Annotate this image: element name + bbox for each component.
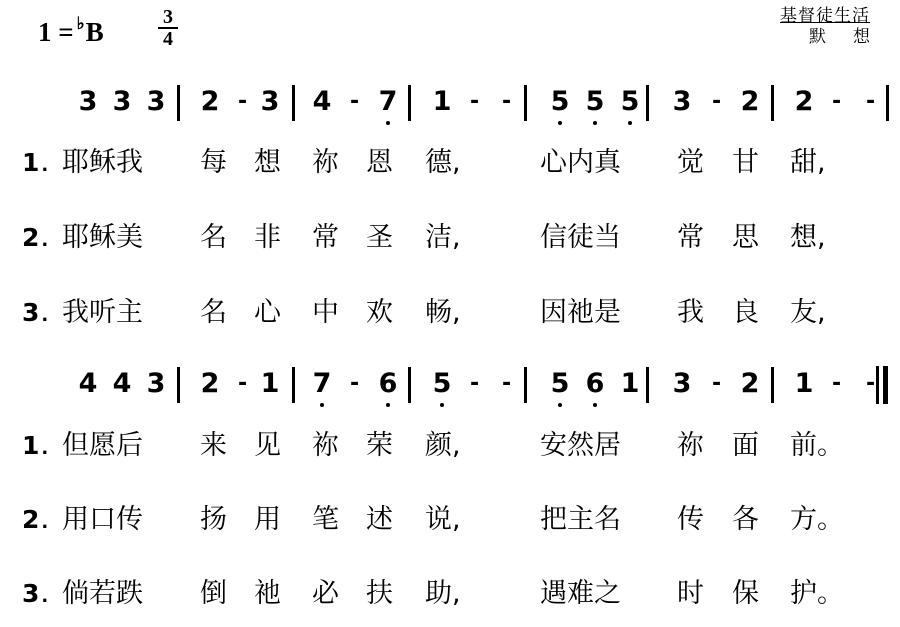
verse-number-digit: 1 bbox=[22, 148, 40, 177]
sys2-note: 4 bbox=[112, 368, 132, 399]
lyric-word: 扬 bbox=[200, 504, 227, 535]
lyric-word: 倘若跌 bbox=[62, 578, 143, 609]
lyric-word: 护。 bbox=[790, 578, 844, 609]
time-top: 3 bbox=[163, 6, 173, 28]
verse-number-digit: 2 bbox=[22, 223, 40, 252]
sys2-note: 3 bbox=[146, 368, 166, 399]
lyric-word: 恩 bbox=[366, 147, 393, 178]
lyric-word: 助, bbox=[425, 578, 461, 609]
lyric-word: 遇难之 bbox=[540, 578, 621, 609]
lyric-word: 思 bbox=[732, 222, 759, 253]
barline bbox=[177, 367, 180, 403]
lyric-word: 倒 bbox=[200, 578, 227, 609]
lyric-word: 各 bbox=[732, 504, 759, 535]
lyric-word: 信徒当 bbox=[540, 222, 621, 253]
sys2-note: 2 bbox=[740, 368, 760, 399]
lyric-word: 但愿后 bbox=[62, 430, 143, 461]
lyric-word: 必 bbox=[312, 578, 339, 609]
lyric-word: 心内真 bbox=[540, 147, 621, 178]
lyric-word: 安然居 bbox=[540, 430, 621, 461]
lyric-word: 祢 bbox=[677, 430, 704, 461]
lyric-word: 耶稣我 bbox=[62, 147, 143, 178]
barline bbox=[177, 85, 180, 121]
lyric-word: 因祂是 bbox=[540, 297, 621, 328]
verse-number-dot: . bbox=[41, 586, 49, 607]
sys2-dash: - bbox=[350, 371, 360, 396]
lyric-word: 保 bbox=[732, 578, 759, 609]
lyric-word: 我 bbox=[677, 297, 704, 328]
sys1-note: 3 bbox=[112, 86, 132, 117]
sys2-note: 6 bbox=[378, 366, 398, 402]
lyric-word: 祢 bbox=[312, 147, 339, 178]
lyric-word: 洁, bbox=[425, 222, 461, 253]
lyric-word: 德, bbox=[425, 147, 461, 178]
lyric-word: 见 bbox=[254, 430, 281, 461]
lyric-word: 甘 bbox=[732, 147, 759, 178]
lyric-word: 把主名 bbox=[540, 504, 621, 535]
lyric-word: 畅, bbox=[425, 297, 461, 328]
final-barline-thin bbox=[876, 366, 879, 404]
barline bbox=[771, 367, 774, 403]
lyric-word: 心 bbox=[254, 297, 281, 328]
sys1-dash: - bbox=[832, 89, 842, 114]
barline bbox=[292, 367, 295, 403]
time-bottom: 4 bbox=[163, 28, 173, 50]
verse-number-digit: 1 bbox=[22, 431, 40, 460]
final-barline-thick bbox=[883, 366, 888, 404]
time-signature bbox=[158, 8, 178, 48]
key-note: B bbox=[85, 17, 104, 47]
lyric-word: 笔 bbox=[312, 504, 339, 535]
verse-number bbox=[22, 429, 48, 466]
lyric-word: 用 bbox=[254, 504, 281, 535]
sys1-note: 1 bbox=[432, 86, 452, 117]
sys1-note: 5 bbox=[585, 84, 605, 120]
sys1-note: 5 bbox=[620, 84, 640, 120]
sys2-dash: - bbox=[866, 371, 876, 396]
verse-number-dot: . bbox=[41, 230, 49, 251]
lyric-word: 耶稣美 bbox=[62, 222, 143, 253]
sys2-note: 1 bbox=[794, 368, 814, 399]
lyric-word: 中 bbox=[312, 297, 339, 328]
sys1-note: 2 bbox=[200, 86, 220, 117]
sys2-dash: - bbox=[238, 371, 248, 396]
key-signature bbox=[38, 14, 104, 48]
barline bbox=[524, 367, 527, 403]
flat-sign: ♭ bbox=[76, 14, 85, 33]
sys2-dash: - bbox=[832, 371, 842, 396]
sys2-dash: - bbox=[712, 371, 722, 396]
lyric-word: 良 bbox=[732, 297, 759, 328]
sys1-dash: - bbox=[350, 89, 360, 114]
lyric-word: 觉 bbox=[677, 147, 704, 178]
credit-source: 基督徒生活 bbox=[780, 6, 870, 26]
sys2-note: 5 bbox=[550, 366, 570, 402]
lyric-word: 我听主 bbox=[62, 297, 143, 328]
sys1-dash: - bbox=[866, 89, 876, 114]
credit-author: 默想 bbox=[809, 27, 897, 47]
lyric-word: 名 bbox=[200, 297, 227, 328]
sys2-note: 3 bbox=[672, 368, 692, 399]
sys1-dash: - bbox=[238, 89, 248, 114]
lyric-word: 来 bbox=[200, 430, 227, 461]
barline bbox=[408, 367, 411, 403]
verse-number bbox=[22, 146, 48, 183]
lyric-word: 前。 bbox=[790, 430, 844, 461]
sys1-dash: - bbox=[470, 89, 480, 114]
sys1-note: 3 bbox=[260, 86, 280, 117]
lyric-word: 时 bbox=[677, 578, 704, 609]
lyric-word: 常 bbox=[312, 222, 339, 253]
sys2-note: 1 bbox=[260, 368, 280, 399]
verse-number-dot: . bbox=[41, 512, 49, 533]
lyric-word: 祂 bbox=[254, 578, 281, 609]
sys2-note: 4 bbox=[78, 368, 98, 399]
lyric-word: 欢 bbox=[366, 297, 393, 328]
barline bbox=[524, 85, 527, 121]
lyric-word: 说, bbox=[425, 504, 461, 535]
lyric-word: 荣 bbox=[366, 430, 393, 461]
sys2-note: 5 bbox=[432, 366, 452, 402]
sys2-note: 2 bbox=[200, 368, 220, 399]
sys1-note: 2 bbox=[740, 86, 760, 117]
sys2-note: 7 bbox=[312, 366, 332, 402]
sys1-dash: - bbox=[712, 89, 722, 114]
barline bbox=[292, 85, 295, 121]
sys2-note: 6 bbox=[585, 366, 605, 402]
lyric-word: 友, bbox=[790, 297, 826, 328]
verse-number-dot: . bbox=[41, 438, 49, 459]
key-prefix: 1 = bbox=[38, 17, 74, 47]
sys1-note: 3 bbox=[672, 86, 692, 117]
lyric-word: 想 bbox=[254, 147, 281, 178]
lyric-word: 每 bbox=[200, 147, 227, 178]
sys1-note: 3 bbox=[146, 86, 166, 117]
verse-number bbox=[22, 577, 48, 614]
credit bbox=[780, 6, 897, 48]
barline bbox=[886, 85, 889, 121]
barline bbox=[408, 85, 411, 121]
lyric-word: 传 bbox=[677, 504, 704, 535]
verse-number-digit: 2 bbox=[22, 505, 40, 534]
verse-number bbox=[22, 503, 48, 540]
sys1-note: 7 bbox=[378, 84, 398, 120]
barline bbox=[771, 85, 774, 121]
lyric-word: 颜, bbox=[425, 430, 461, 461]
verse-number bbox=[22, 296, 48, 333]
sys1-note: 4 bbox=[312, 86, 332, 117]
sys2-dash: - bbox=[470, 371, 480, 396]
sys1-note: 5 bbox=[550, 84, 570, 120]
lyric-word: 扶 bbox=[366, 578, 393, 609]
lyric-word: 祢 bbox=[312, 430, 339, 461]
lyric-word: 非 bbox=[254, 222, 281, 253]
sys2-note: 1 bbox=[620, 368, 640, 399]
lyric-word: 用口传 bbox=[62, 504, 143, 535]
sys1-dash: - bbox=[502, 89, 512, 114]
verse-number bbox=[22, 221, 48, 258]
lyric-word: 名 bbox=[200, 222, 227, 253]
verse-number-digit: 3 bbox=[22, 579, 40, 608]
sys2-dash: - bbox=[502, 371, 512, 396]
verse-number-dot: . bbox=[41, 155, 49, 176]
lyric-word: 方。 bbox=[790, 504, 844, 535]
lyric-word: 述 bbox=[366, 504, 393, 535]
sys1-note: 3 bbox=[78, 86, 98, 117]
verse-number-dot: . bbox=[41, 305, 49, 326]
lyric-word: 圣 bbox=[366, 222, 393, 253]
barline bbox=[646, 85, 649, 121]
barline bbox=[646, 367, 649, 403]
lyric-word: 甜, bbox=[790, 147, 826, 178]
sys1-note: 2 bbox=[794, 86, 814, 117]
verse-number-digit: 3 bbox=[22, 298, 40, 327]
lyric-word: 面 bbox=[732, 430, 759, 461]
lyric-word: 常 bbox=[677, 222, 704, 253]
lyric-word: 想, bbox=[790, 222, 826, 253]
